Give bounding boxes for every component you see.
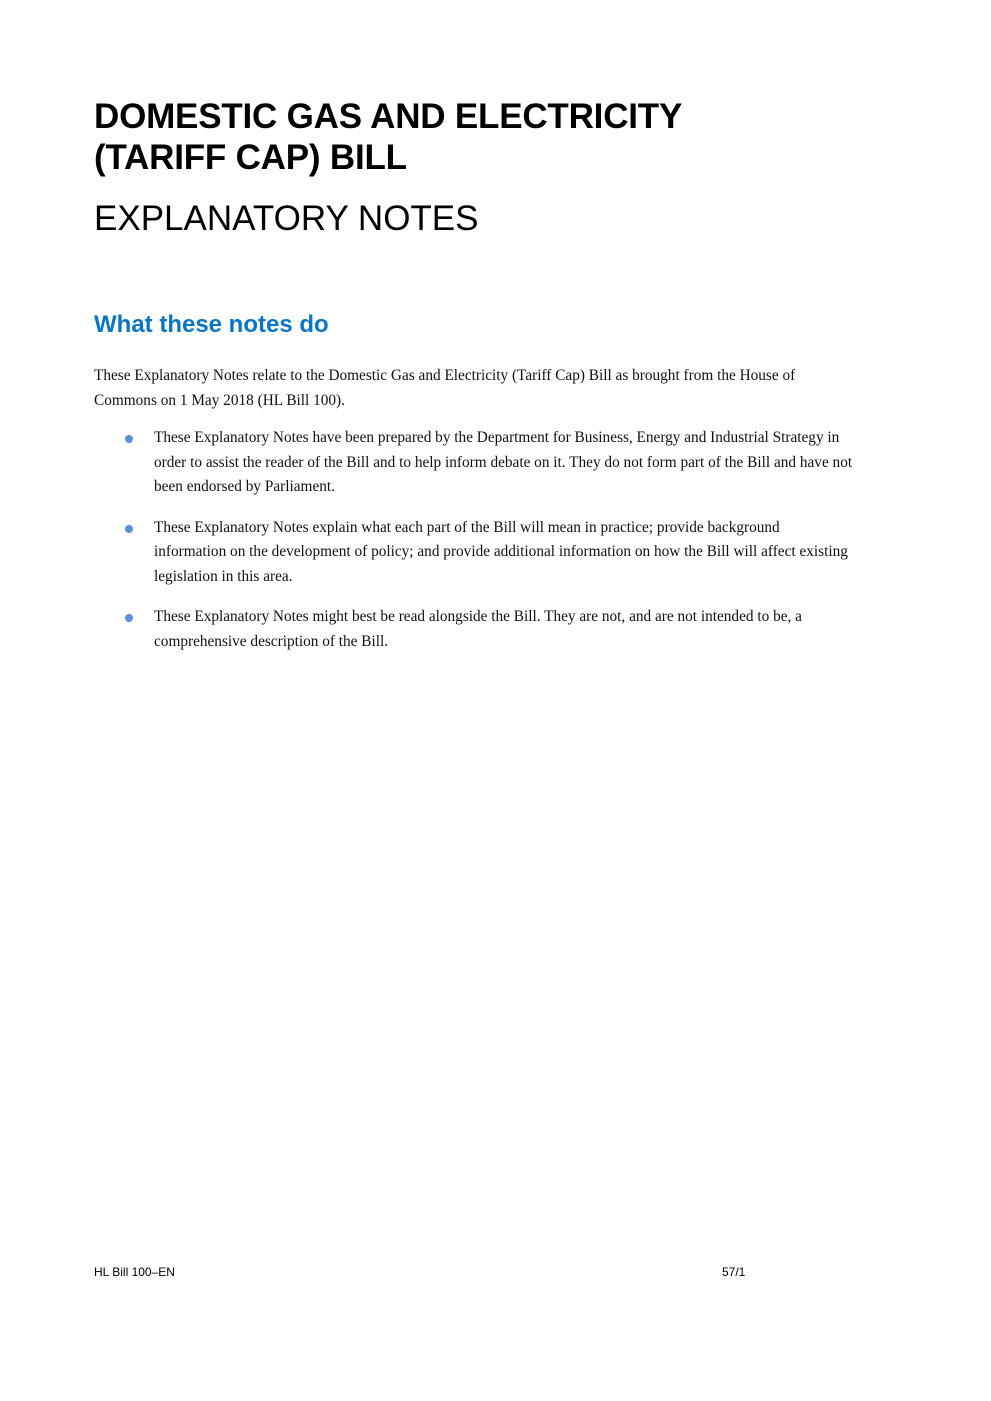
title-line-1: DOMESTIC GAS AND ELECTRICITY <box>94 97 683 136</box>
bullet-item <box>94 426 874 500</box>
bullet-item <box>94 605 874 654</box>
intro-paragraph: These Explanatory Notes relate to the Domestic Gas and Electricity (Tariff Cap) Bill as brought from the House of Commons on 1 May 2018 (HL Bill 100). <box>94 367 796 409</box>
bullet-dot-icon <box>125 525 133 533</box>
bullet-item <box>94 516 874 590</box>
document-subtitle: EXPLANATORY NOTES <box>94 199 479 238</box>
bullet-dot-icon <box>125 435 133 443</box>
bullet-text: These Explanatory Notes might best be read alongside the Bill. They are not, and are not intended to be, a comprehensive description of the Bill. <box>154 608 802 650</box>
document-title <box>94 96 854 178</box>
bullet-list <box>94 426 874 670</box>
bullet-text: These Explanatory Notes explain what each part of the Bill will mean in practice; provide background information on the development of policy; and provide additional information on how the Bill will affect existing legislation in this area. <box>154 518 848 585</box>
section-heading: What these notes do <box>94 311 329 338</box>
bullet-dot-icon <box>125 614 133 622</box>
footer-page-code: 57/1 <box>722 1265 746 1279</box>
title-line-2: (TARIFF CAP) BILL <box>94 138 407 177</box>
footer-bill-reference: HL Bill 100–EN <box>94 1265 175 1279</box>
bullet-text: These Explanatory Notes have been prepared by the Department for Business, Energy and Industrial Strategy in order to assist the reader of the Bill and to help inform debate on it. They do not form part of the Bill and have not been endorsed by Parliament. <box>154 429 853 495</box>
